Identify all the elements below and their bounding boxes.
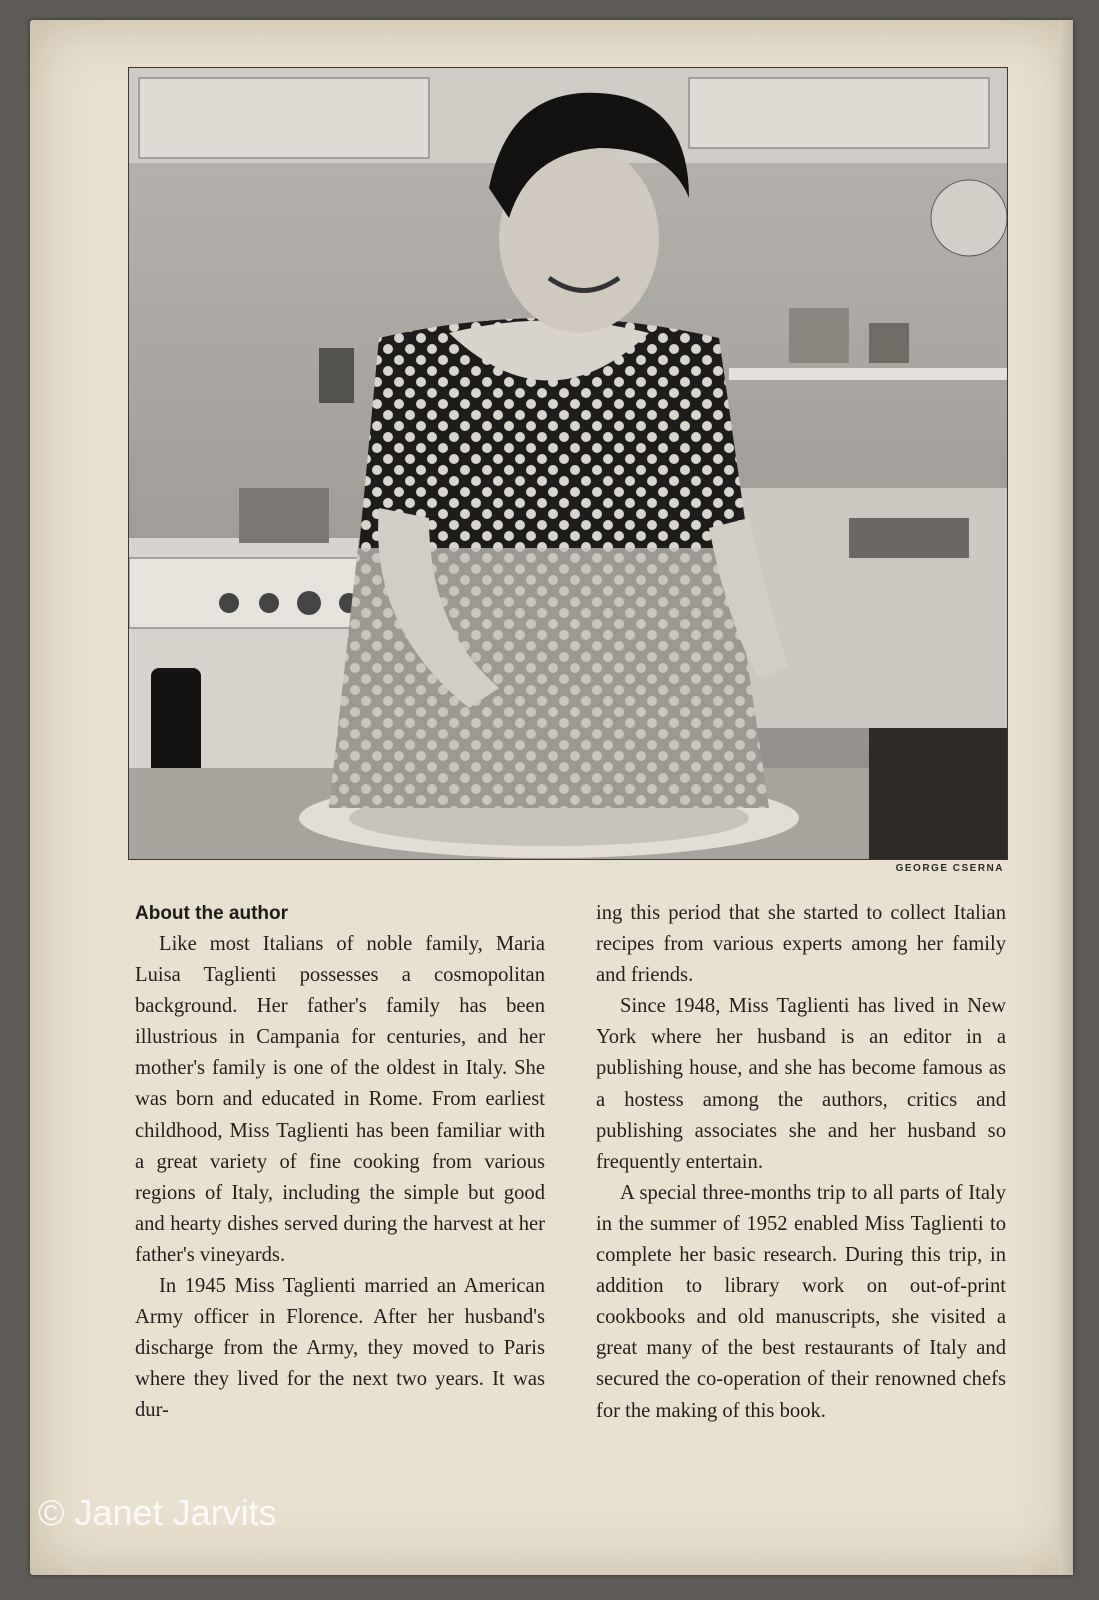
author-photo: [128, 67, 1008, 860]
about-paragraph: Like most Italians of noble family, Maria Luisa Taglienti possesses a cosmopolitan background. Her father's family has been illustrious in Campania for centuries, and her mother's family is one of the oldest in Italy. She was born and educated in Rome. From earliest childhood, Miss Taglienti has been familiar with a great variety of fine cooking from various regions of Italy, including the simple but good and hearty dishes served during the harvest at her father's vineyards.: [135, 933, 545, 1266]
copyright-watermark: © Janet Jarvits: [38, 1492, 277, 1533]
about-paragraph: In 1945 Miss Taglienti married an American Army officer in Florence. After her husband's discharge from the Army, they moved to Paris where they lived for the next two years. It was dur-: [135, 1275, 545, 1422]
photo-credit: GEORGE CSERNA: [895, 863, 1004, 874]
about-heading: About the author: [135, 903, 289, 924]
about-paragraph: Since 1948, Miss Taglienti has lived in New York where her husband is an editor in a publishing house, and she has become famous as a hostess among the authors, critics and publishing associates she and her husband so frequently entertain.: [596, 995, 1006, 1173]
jacket-edge: [1059, 20, 1073, 1575]
about-paragraph: A special three-months trip to all parts of Italy in the summer of 1952 enabled Miss Taglienti to complete her basic research. During this trip, in addition to library work on out-of-print cookbooks and old manuscripts, she visited a great many of the best restaurants of Italy and secured the co-operation of their renowned chefs for the making of this book.: [596, 1181, 1006, 1422]
about-paragraph-continued: ing this period that she started to collect Italian recipes from various experts among her family and friends.: [596, 902, 1006, 987]
photo-woman-cooking-icon: [129, 68, 1007, 859]
about-right-column: [596, 898, 1006, 1427]
book-jacket-back: [30, 20, 1073, 1575]
about-left-column: [135, 898, 545, 1427]
